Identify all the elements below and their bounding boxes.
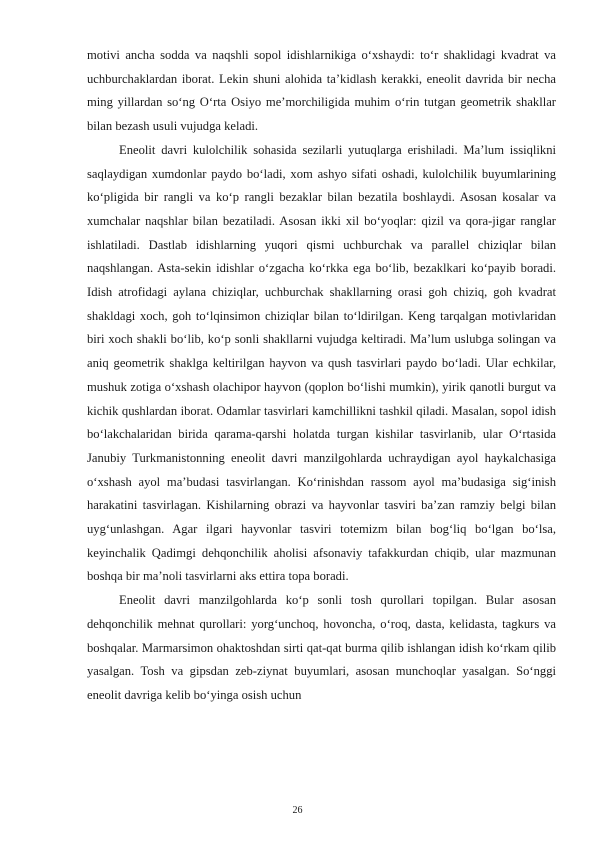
paragraph-3: Eneolit davri manzilgohlarda ko‘p sonli tosh qurollari topilgan. Bular asosan dehqonchilik mehnat qurollari: yorg‘unchoq, hovoncha, o‘roq, dasta, kelidasta, tagkurs va boshqalar. Marmarsimon ohaktoshdan sirti qat-qat burma qilib ishlangan idish ko‘rkam qilib yasalgan. Tosh va gipsdan zeb-ziynat buyumlari, asosan munchoqlar yasalgan. So‘nggi eneolit davriga kelib bo‘yinga osish uchun [87, 593, 556, 702]
paragraph-1: motivi ancha sodda va naqshli sopol idishlarnikiga o‘xshaydi: to‘r shaklidagi kvadrat va uchburchaklardan iborat. Lekin shuni alohida ta’kidlash kerakki, eneolit davrida bir necha ming yillardan so‘ng O‘rta Osiyo me’morchiligida muhim o‘rin tutgan geometrik shakllar bilan bezash usuli vujudga keladi. [87, 48, 556, 134]
paragraph-2: Eneolit davri kulolchilik sohasida sezilarli yutuqlarga erishiladi. Ma’lum issiqlikni saqlaydigan xumdonlar paydo bo‘ladi, xom ashyo sifati oshadi, kulolchilik buyumlarining ko‘pligida bir rangli va ko‘p rangli bezaklar bilan bezatila boshlaydi. Asosan kosalar va xumchalar naqshlar bilan bezatiladi. Asosan ikki xil bo‘yoqlar: qizil va qora-jigar ranglar ishlatiladi. Dastlab idishlarning yuqori qismi uchburchak va parallel chiziqlar bilan naqshlangan. Asta-sekin idishlar o‘zgacha ko‘rkka ega bo‘lib, bezaklkari ko‘payib boradi. Idish atrofidagi aylana chiziqlar, uchburchak shakllarning orasi goh chiziq, goh kvadrat shakldagi xoch, goh to‘lqinsimon chiziqlar bilan to‘ldirilgan. Keng tarqalgan motivlaridan biri xoch shakli bo‘lib, ko‘p sonli shakllarni vujudga keltiradi. Ma’lum uslubga solingan va aniq geometrik shaklga keltirilgan hayvon va qush tasvirlari paydo bo‘ladi. Ular echkilar, mushuk zotiga o‘xshash olachipor hayvon (qoplon bo‘lishi mumkin), yirik qanotli burgut va kichik qushlardan iborat. Odamlar tasvirlari kamchillikni tashkil qiladi. Masalan, sopol idish bo‘lakchalaridan birida qarama-qarshi holatda turgan kishilar tasvirlanib, ular O‘rtasida Janubiy Turkmanistonning eneolit davri manzilgohlarda uchraydigan ayol haykalchasiga o‘xshash ayol ma’budasi tasvirlangan. Ko‘rinishdan rassom ayol ma’budasiga sig‘inish harakatini tasvirlagan. Kishilarning obrazi va hayvonlar tasviri ba’zan ramziy belgi bilan uyg‘unlashgan. Agar ilgari hayvonlar tasviri totemizm bilan bog‘liq bo‘lgan bo‘lsa, keyinchalik Qadimgi dehqonchilik aholisi afsonaviy tafakkurdan chiqib, ular mazmunan boshqa bir ma’noli tasvirlarni aks ettira topa boradi. [87, 142, 556, 584]
body-text [87, 44, 556, 708]
page-number: 26 [292, 805, 303, 816]
